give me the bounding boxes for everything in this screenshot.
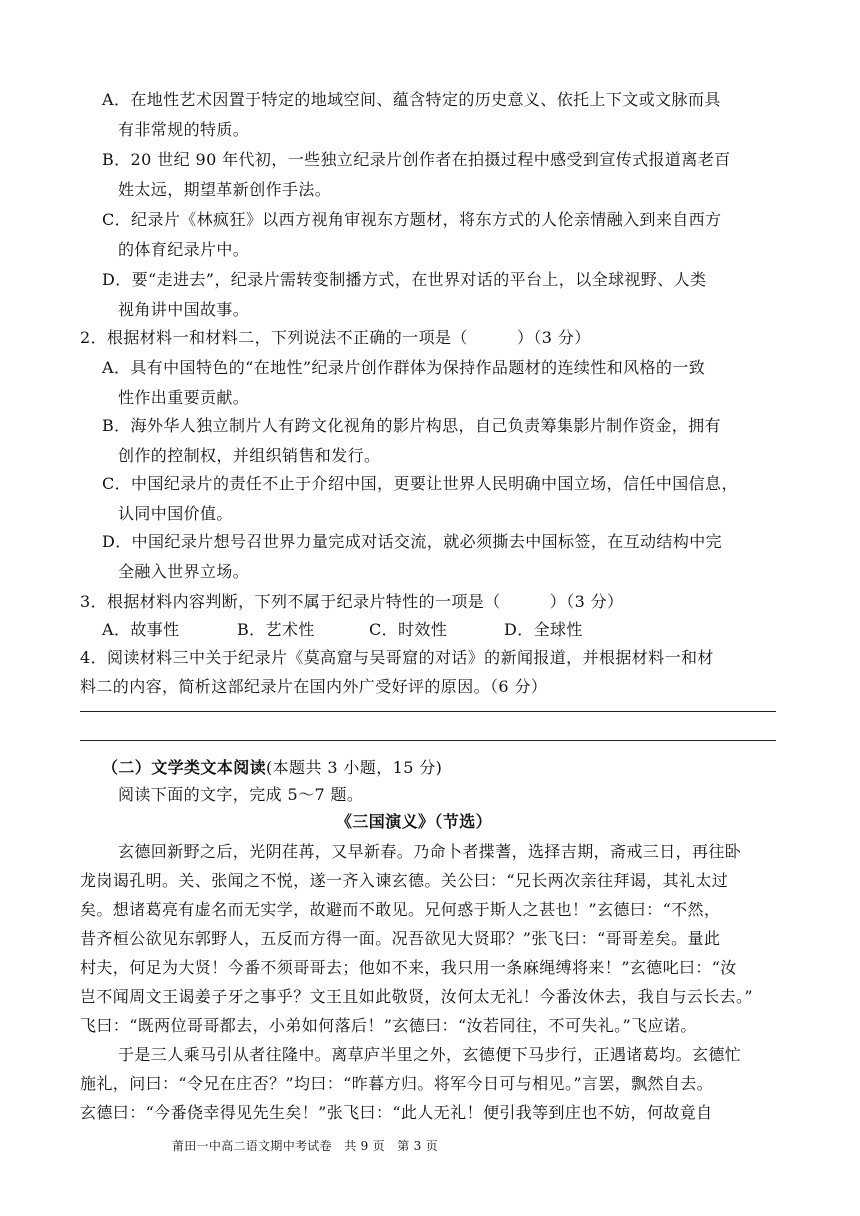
q1-option-b-line2: 姓太远，期望革新创作手法。 — [118, 180, 332, 199]
q2-option-a-line1: A．具有中国特色的“在地性”纪录片创作群体为保持作品题材的连续性和风格的一致 — [102, 358, 706, 377]
q2-option-b-line2: 创作的控制权，并组织销售和发行。 — [118, 446, 381, 465]
q1-option-d-line2: 视角讲中国故事。 — [118, 300, 250, 319]
section-heading-label: （二）文学类文本阅读 — [102, 758, 267, 777]
passage-line: 岂不闻周文王谒姜子牙之事乎？文王且如此敬贤，汝何太无礼！今番汝休去，我自与云长去。” — [80, 987, 753, 1006]
q4-line1: 4．阅读材料三中关于纪录片《莫高窟与吴哥窟的对话》的新闻报道，并根据材料一和材 — [80, 648, 714, 667]
passage-title: 《三国演义》（节选） — [336, 812, 493, 831]
q1-option-a-line2: 有非常规的特质。 — [118, 120, 250, 139]
q2-option-d-line2: 全融入世界立场。 — [118, 562, 250, 581]
q1-option-c-line1: C．纪录片《林疯狂》以西方视角审视东方题材，将东方式的人伦亲情融入到来自西方 — [102, 210, 722, 229]
q2-option-d-line1: D．中国纪录片想号召世界力量完成对话交流，就必须撕去中国标签，在互动结构中完 — [102, 532, 723, 551]
answer-line-1[interactable] — [80, 711, 776, 712]
q2-option-c-line2: 认同中国价值。 — [118, 504, 233, 523]
q1-option-b-line1: B．20 世纪 90 年代初，一些独立纪录片创作者在拍摄过程中感受到宣传式报道离老百 — [102, 150, 731, 169]
q1-option-c-line2: 的体育纪录片中。 — [118, 240, 250, 259]
passage-line: 龙岗谒孔明。关、张闻之不悦，遂一齐入谏玄德。关公曰：“兄长两次亲往拜谒，其礼太过 — [80, 871, 729, 890]
passage-line: 玄德曰：“今番侥幸得见先生矣！”张飞曰：“此人无礼！便引我等到庄也不妨，何故竟自 — [80, 1103, 713, 1122]
passage-line: 于是三人乘马引从者往隆中。离草庐半里之外，玄德便下马步行，正遇诸葛均。玄德忙 — [118, 1045, 742, 1064]
passage-line: 玄德回新野之后，光阴荏苒，又早新春。乃命卜者揲蓍，选择吉期，斋戒三日，再往卧 — [118, 842, 742, 861]
q4-line2: 料二的内容，简析这部纪录片在国内外广受好评的原因。（6 分） — [80, 677, 548, 696]
q2-option-c-line1: C．中国纪录片的责任不止于介绍中国，更要让世界人民明确中国立场，信任中国信息， — [102, 474, 738, 493]
passage-line: 矣。想诸葛亮有虚名而无实学，故避而不敢见。兄何惑于斯人之甚也！”玄德曰：“不然， — [80, 900, 721, 919]
passage-line: 飞曰：“既两位哥哥都去，小弟如何落后！”玄德曰：“汝若同往，不可失礼。”飞应诺。 — [80, 1016, 697, 1035]
passage-line: 昔齐桓公欲见东郭野人，五反而方得一面。况吾欲见大贤耶？”张飞曰：“哥哥差矣。量此 — [80, 929, 721, 948]
q3-option-a: A．故事性 — [102, 620, 180, 639]
q3-option-c: C．时效性 — [369, 620, 448, 639]
q2-stem: 2．根据材料一和材料二，下列说法不正确的一项是（ ）（3 分） — [80, 328, 591, 347]
page-footer: 莆田一中高二语文期中考试卷 共 9 页 第 3 页 — [172, 1139, 439, 1153]
q3-option-b: B．艺术性 — [237, 620, 315, 639]
section-heading — [102, 758, 442, 778]
section-heading-note: (本题共 3 小题，15 分) — [266, 758, 443, 777]
q2-option-a-line2: 性作出重要贡献。 — [118, 388, 250, 407]
q1-option-d-line1: D．要“走进去”，纪录片需转变制播方式，在世界对话的平台上，以全球视野、人类 — [102, 270, 707, 289]
q1-option-a-line1: A．在地性艺术因置于特定的地域空间、蕴含特定的历史意义、依托上下文或文脉而具 — [102, 90, 721, 109]
passage-line: 村夫，何足为大贤！今番不须哥哥去；他如不来，我只用一条麻绳缚将来！”玄德叱曰：“汝 — [80, 958, 737, 977]
q2-option-b-line1: B．海外华人独立制片人有跨文化视角的影片构思，自己负责筹集影片制作资金，拥有 — [102, 416, 721, 435]
q3-stem: 3．根据材料内容判断，下列不属于纪录片特性的一项是（ ）（3 分） — [80, 592, 624, 611]
q3-option-d: D．全球性 — [504, 620, 583, 639]
passage-line: 施礼，问曰：“令兄在庄否？”均曰：“昨暮方归。将军今日可与相见。”言罢，飘然自去。 — [80, 1074, 714, 1093]
answer-line-2[interactable] — [80, 740, 776, 741]
reading-instruction: 阅读下面的文字，完成 5～7 题。 — [118, 785, 364, 804]
q3-options — [102, 620, 583, 640]
